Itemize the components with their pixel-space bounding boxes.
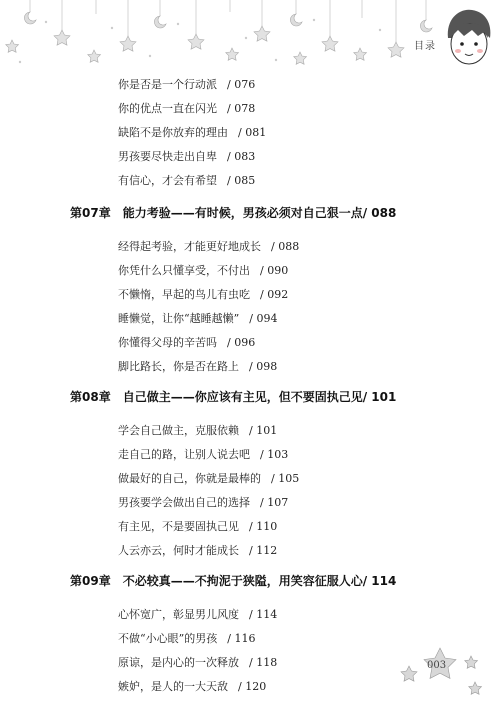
toc-entry[interactable]	[118, 240, 299, 254]
chapter-title: 自己做主——你应该有主见，但不要固执己见	[122, 390, 363, 404]
chapter-title: 不必较真——不拘泥于狭隘，用笑容征服人心	[122, 574, 363, 588]
entry-title: 不懒惰，早起的鸟儿有虫吃	[118, 288, 250, 301]
entry-title: 人云亦云，何时才能成长	[118, 544, 239, 557]
toc-entry[interactable]	[118, 150, 255, 164]
toc-entry[interactable]	[118, 656, 277, 670]
chapter-page: / 101	[362, 390, 397, 404]
entry-title: 经得起考验，才能更好地成长	[118, 240, 261, 253]
footer-stars-decoration	[395, 646, 485, 696]
toc-entry[interactable]	[118, 126, 266, 140]
entry-page: / 118	[249, 656, 278, 669]
entry-title: 心怀宽广，彰显男儿风度	[118, 608, 239, 621]
entry-title: 脚比路长，你是否在路上	[118, 360, 239, 373]
toc-entry[interactable]	[118, 264, 288, 278]
entry-page: / 081	[238, 126, 267, 139]
entry-title: 你的优点一直在闪光	[118, 102, 217, 115]
entry-title: 不做“小心眼”的男孩	[118, 632, 218, 645]
boy-mascot-icon	[440, 4, 496, 74]
entry-page: / 078	[227, 102, 256, 115]
toc-entry[interactable]	[118, 448, 288, 462]
entry-title: 原谅，是内心的一次释放	[118, 656, 239, 669]
entry-page: / 098	[249, 360, 278, 373]
entry-title: 男孩要学会做出自己的选择	[118, 496, 250, 509]
chapter-heading[interactable]	[70, 573, 396, 589]
entry-title: 缺陷不是你放弃的理由	[118, 126, 228, 139]
toc-entry[interactable]	[118, 102, 255, 116]
entry-page: / 114	[249, 608, 278, 621]
entry-title: 学会自己做主，克服依赖	[118, 424, 239, 437]
entry-page: / 085	[227, 174, 256, 187]
toc-entry[interactable]	[118, 632, 255, 646]
entry-page: / 088	[271, 240, 300, 253]
entry-title: 嫉妒，是人的一大天敌	[118, 680, 228, 693]
chapter-page: / 114	[362, 574, 397, 588]
toc-entry[interactable]	[118, 174, 255, 188]
chapter-label: 第07章	[70, 206, 111, 220]
toc-entry[interactable]	[118, 360, 277, 374]
toc-entry[interactable]	[118, 496, 288, 510]
entry-title: 做最好的自己，你就是最棒的	[118, 472, 261, 485]
entry-page: / 112	[249, 544, 278, 557]
entry-page: / 094	[249, 312, 278, 325]
entry-page: / 076	[227, 78, 256, 91]
entry-title: 有信心，才会有希望	[118, 174, 217, 187]
entry-page: / 103	[260, 448, 289, 461]
toc-entry[interactable]	[118, 78, 255, 92]
toc-entry[interactable]	[118, 424, 277, 438]
toc-entry[interactable]	[118, 288, 288, 302]
entry-title: 走自己的路，让别人说去吧	[118, 448, 250, 461]
chapter-title: 能力考验——有时候，男孩必须对自己狠一点	[122, 206, 363, 220]
entry-title: 有主见，不是要固执己见	[118, 520, 239, 533]
chapter-heading[interactable]	[70, 389, 396, 405]
entry-title: 男孩要尽快走出自卑	[118, 150, 217, 163]
chapter-heading[interactable]	[70, 205, 396, 221]
entry-page: / 105	[271, 472, 300, 485]
toc-entry[interactable]	[118, 336, 255, 350]
chapter-page: / 088	[362, 206, 397, 220]
entry-page: / 107	[260, 496, 289, 509]
toc-entry[interactable]	[118, 520, 277, 534]
toc-entry[interactable]	[118, 544, 277, 558]
entry-page: / 120	[238, 680, 267, 693]
entry-page: / 090	[260, 264, 289, 277]
toc-entry[interactable]	[118, 472, 299, 486]
entry-page: / 096	[227, 336, 256, 349]
chapter-label: 第08章	[70, 390, 111, 404]
entry-title: 睡懒觉，让你“越睡越懒”	[118, 312, 240, 325]
entry-title: 你懂得父母的辛苦吗	[118, 336, 217, 349]
entry-page: / 110	[249, 520, 278, 533]
toc-entry[interactable]	[118, 680, 266, 694]
entry-title: 你凭什么只懂享受，不付出	[118, 264, 250, 277]
entry-page: / 092	[260, 288, 289, 301]
entry-page: / 116	[227, 632, 256, 645]
toc-entry[interactable]	[118, 608, 277, 622]
entry-page: / 083	[227, 150, 256, 163]
section-label-contents: 目录	[414, 41, 436, 52]
entry-title: 你是否是一个行动派	[118, 78, 217, 91]
entry-page: / 101	[249, 424, 278, 437]
chapter-label: 第09章	[70, 574, 111, 588]
page-number: 003	[427, 660, 447, 671]
toc-entry[interactable]	[118, 312, 277, 326]
